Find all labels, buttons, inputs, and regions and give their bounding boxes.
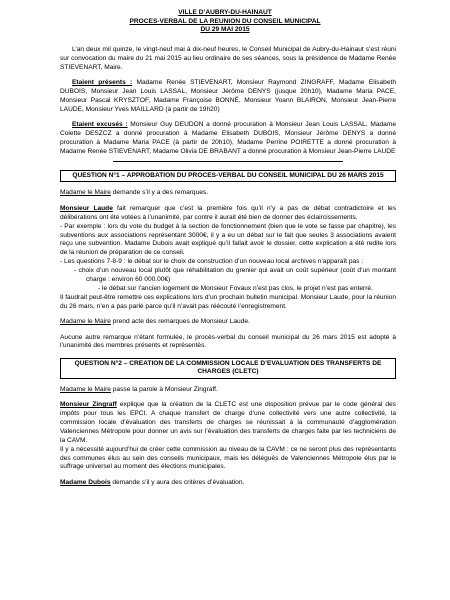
meeting-date: DU 29 MAI 2015 [200,26,250,34]
q1-p2-line-2: - Par exemple : lors du vote du budget à la section de fonctionnement (bien que le vote se fasse par chapitre), les subventions aux associations représentant 3000€, il y a eu un débat sur le fait que seules 3 associations avaient reçu une subvention. Madame Dubois avait expliqué qu’il fallait avoir le dossier, cette explication a été redite lors de la réunion de préparation de ce conseil. [60,222,396,257]
q2-paragraph-1 [60,386,396,395]
speaker-laude: Monsieur Laude [60,204,113,212]
q1-p1-text: demande s’il y a des remarques. [110,189,209,197]
town-name: VILLE D’AUBRY-DU-HAINAUT [178,9,272,16]
q1-p2-line-5: - le débat sur l’ancien logement de Monsieur Fovaux n’est pas clos, le projet n’est pas enterré. [98,284,373,292]
speaker-mayor: Madame le Maire [60,385,111,393]
q1-p2-line-6: Il faudrait peut-être remettre ces explications lors d’un prochain bulletin municipal. Monsieur Laude, pour la réunion du 26 mars, n’en a pas parlé parce qu’il n’avait pas réécouté l’enregistrement. [60,293,396,310]
speaker-mayor: Madame le Maire [60,189,111,197]
q2-paragraph-2 [60,401,396,472]
attendees-excused [60,121,396,157]
document-title: PROCES-VERBAL DE LA REUNION DU CONSEIL MUNICIPAL [129,17,321,25]
document-body [60,46,396,494]
excused-label: Etaient excusés : [72,121,128,129]
question-1-title: QUESTION N°1 – APPROBATION DU PROCES-VERBAL DU CONSEIL MUNICIPAL DU 26 MARS 2015 [60,170,396,182]
q1-paragraph-3 [60,318,396,327]
q1-p2-line-1 [60,205,396,223]
q1-paragraph-2 [60,205,396,312]
q1-paragraph-4: Aucune autre remarque n’étant formulée, le procès-verbal du conseil municipal du 26 mars 2015 est adopté à l’unanimité des membres présents et représentés. [60,333,396,350]
q2-p2-line-2: Il y a nécessité aujourd’hui de créer cette commission au niveau de la CAVM : ce ne seront plus des représentants des communes élus au sein des conseils municipaux, mais les délégués de Valenciennes Métropole élus par le suffrage universel au moment des élections municipales. [60,445,396,471]
attendees-present [60,79,396,115]
q2-p2-text: explique que la création de la CLETC est une disposition prévue par le code général des impôts pour tous les EPCI. A chaque transfert de charge d’une collectivité vers une autre collectivité, la commission locale d’évaluation des transferts de charges se réunissait à la communauté d’agglomération Valenciennes Métropole pour donner un avis sur l’évaluation des transferts de charges faite par les techniciens de la CAVM. [60,401,396,444]
speaker-dubois: Madame Dubois [60,478,111,486]
q2-p2-line-1 [60,401,396,446]
present-label: Etaient présents : [72,79,133,87]
q1-p2-text: fait remarquer que c’est la première fois qu’il n’y a pas de débat contradictoire et les délibérations ont été votées à l’unanimité, par contre il aurait été bien de donner des éclaircissements. [60,204,397,221]
section-divider [113,161,343,162]
excused-list: Monsieur Guy DEUDON a donné procuration à Monsieur Jean Louis LASSAL, Madame Colette DESZCZ a donné procuration à Madame Elisabeth DUBOIS, Monsieur Jérôme DENYS a donné procuration à Madame Maria PACE (à partir de 20h10), Madame Perrine POIRETTE a donné procuration à Madame Renée STIEVENART, Madame Olivia DE BRABANT a donné procuration à Monsieur Jean-Pierre LAUDE [60,121,396,156]
q2-p1-text: passe la parole à Monsieur Zingraff. [110,385,218,393]
question-2-title: QUESTION N°2 – CREATION DE LA COMMISSION LOCALE D’EVALUATION DES TRANSFERTS DE CHARGES (CLETC) [60,358,396,379]
q1-paragraph-1 [60,189,396,198]
speaker-zingraff: Monsieur Zingraff [60,401,117,409]
q1-p3-text: prend acte des remarques de Monsieur Laude. [110,318,250,326]
q1-p2-line-4: - choix d’un nouveau local plutôt que réhabilitation du grenier qui avait un coût supérieur (coût d’un montant charge : environ 60 000.00€) [74,267,396,284]
q2-paragraph-3 [60,479,396,488]
present-list: Madame Renée STIEVENART, Monsieur Raymond ZINGRAFF, Madame Elisabeth DUBOIS, Monsieur Jean Louis LASSAL, Monsieur Jérôme DENYS (jusque 20h10), Madame Maria PACE, Monsieur Pascal KRYSZTOF, Madame Françoise BONNÉ, Monsieur Yoann BLAIRON, Monsieur Jean-Pierre LAUDE, Monsieur Yves MAILLARD (à partir de 19h20) [60,79,396,113]
speaker-mayor: Madame le Maire [60,318,111,326]
q2-p3-text: demande s’il y aura des critères d’évaluation. [110,478,245,486]
document-header [0,9,450,35]
intro-paragraph: L’an deux mil quinze, le vingt-neuf mai à dix-neuf heures, le Conseil Municipal de Aubry-du-Hainaut s’est réuni sur convocation du maire du 21 mai 2015 au lieu ordinaire de ses séances, sous la présidence de Madame Renée STIEVENART, Maire. [60,46,396,71]
q1-p2-line-3: - Les questions 7-8-9 : le débat sur le choix de construction d’un nouveau local archives n’apparaît pas : [60,258,364,266]
